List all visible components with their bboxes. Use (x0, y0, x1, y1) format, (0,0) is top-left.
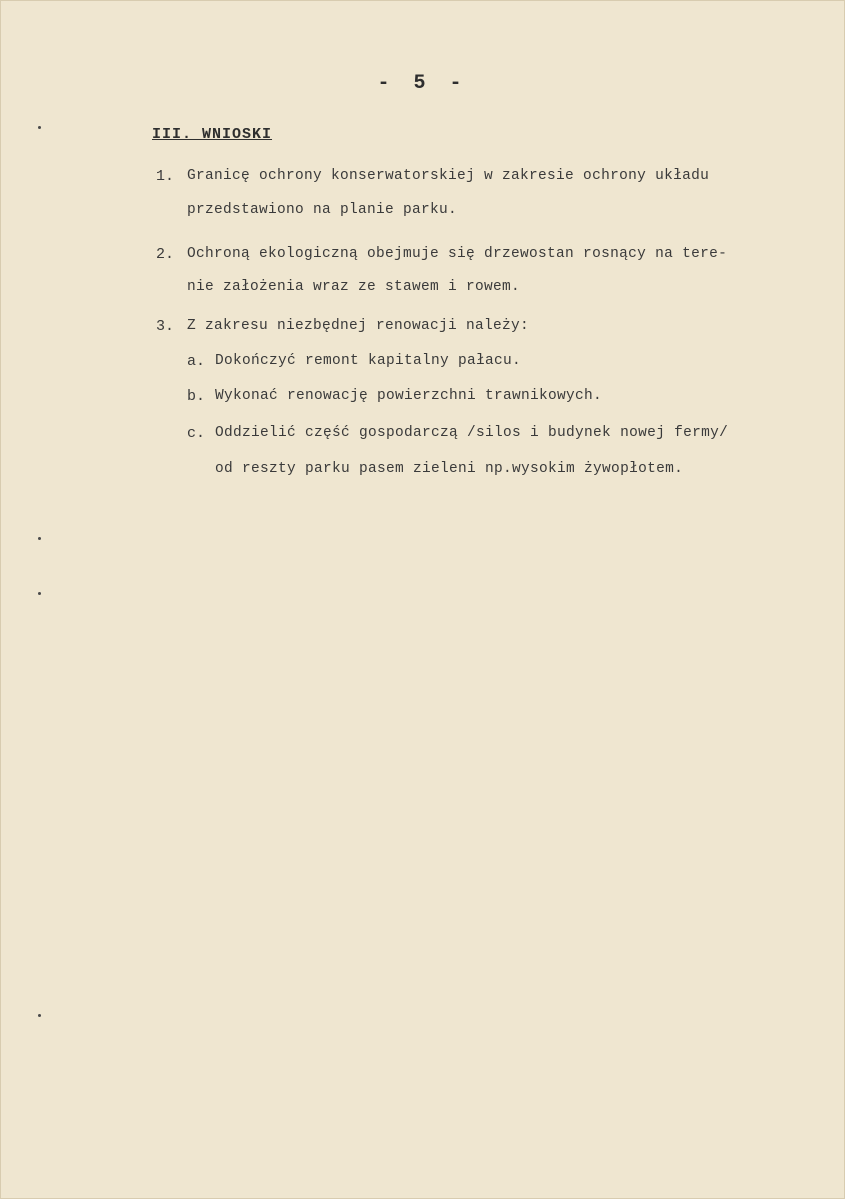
item-text-line: Z zakresu niezbędnej renowacji należy: (187, 318, 530, 334)
subitem-letter: b. (187, 388, 206, 405)
item-text-line: Granicę ochrony konserwatorskiej w zakresie ochrony układu (187, 168, 710, 184)
punch-hole-mark (38, 592, 41, 595)
subitem-letter: c. (187, 425, 206, 442)
item-text-line: przedstawiono na planie parku. (187, 202, 458, 218)
item-text-line: nie założenia wraz ze stawem i rowem. (187, 279, 521, 295)
section-heading: III. WNIOSKI (152, 126, 273, 143)
subitem-text-line: Oddzielić część gospodarczą /silos i budynek nowej fermy/ (215, 425, 729, 441)
subitem-text-line: Wykonać renowację powierzchni trawnikowych. (215, 388, 603, 404)
item-text-line: Ochroną ekologiczną obejmuje się drzewostan rosnący na tere- (187, 246, 728, 262)
subitem-letter: a. (187, 353, 206, 370)
subitem-text-line: Dokończyć remont kapitalny pałacu. (215, 353, 522, 369)
item-number: 2. (156, 246, 175, 263)
item-number: 1. (156, 168, 175, 185)
item-number: 3. (156, 318, 175, 335)
subitem-text-line: od reszty parku pasem zieleni np.wysokim żywopłotem. (215, 461, 684, 477)
punch-hole-mark (38, 126, 41, 129)
punch-hole-mark (38, 1014, 41, 1017)
page-number: - 5 - (377, 72, 468, 95)
punch-hole-mark (38, 537, 41, 540)
